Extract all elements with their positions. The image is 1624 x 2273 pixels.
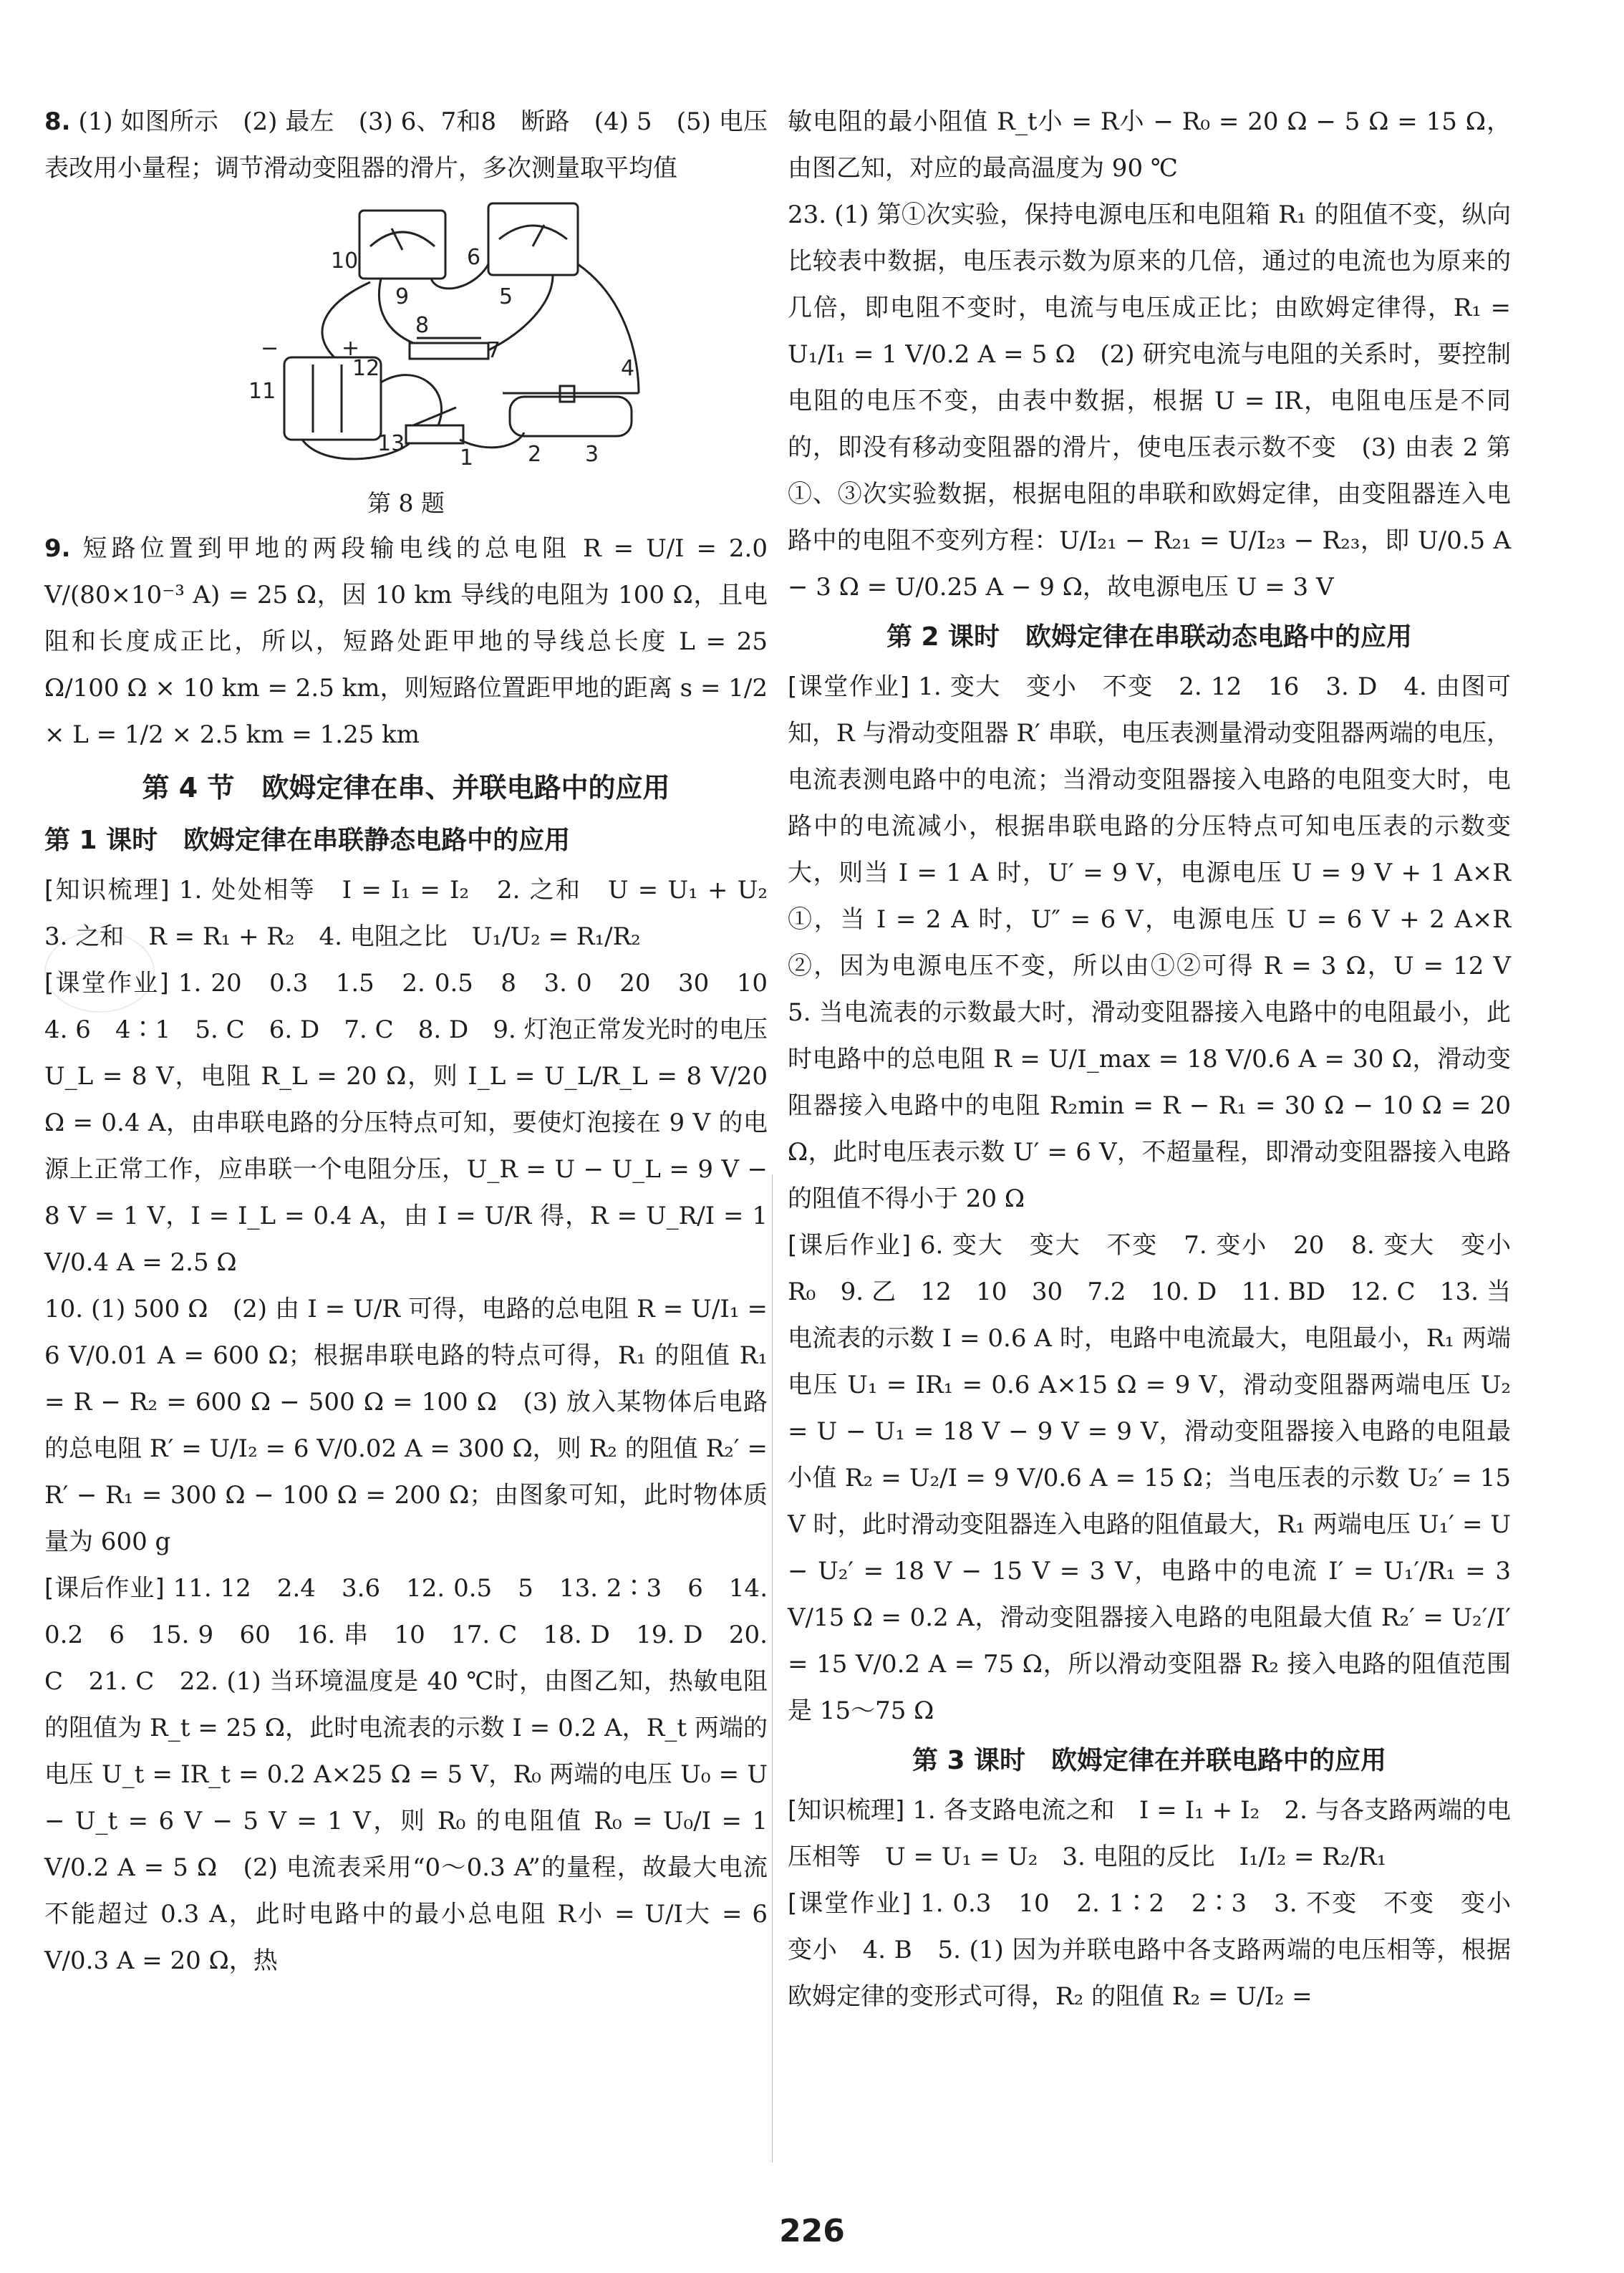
lesson-2-classwork: [788, 664, 1535, 1222]
answer-9: [44, 526, 768, 758]
label-6: 6: [467, 245, 481, 270]
lesson-3-knowledge: [788, 1787, 1511, 1881]
page-number: 226: [779, 2213, 845, 2249]
knowledge-text: 1. 处处相等 I = I₁ = I₂ 2. 之和 U = U₁ + U₂ 3. 之和 R = R₁ + R₂ 4. 电阻之比 U₁/U₂ = R₁/R₂: [44, 876, 792, 951]
answer-9-text: 短路位置到甲地的两段输电线的总电阻 R = U/I = 2.0 V/(80×10⁻³ A) = 25 Ω，因 10 km 导线的电阻为 100 Ω，且电阻和长度成正比，所以，短路处距甲地的导线总长度 L = 25 Ω/100 Ω × 10 km = 2.5 km，则短路位置距甲地的距离 s = 1/2 × L = 1/2 × 2.5 km = 1.25 km: [44, 534, 768, 749]
answer-8-number: 8.: [44, 107, 71, 136]
answer-22-continued: 敏电阻的最小阻值 R_t小 = R小 − R₀ = 20 Ω − 5 Ω = 15 Ω，由图乙知，对应的最高温度为 90 ℃: [788, 107, 1511, 183]
tag-homework: [课后作业]: [44, 1574, 165, 1603]
column-divider: [772, 1174, 773, 2163]
tag-classwork-2: [课堂作业]: [788, 672, 909, 701]
lesson-2-title: 第 2 课时 欧姆定律在串联动态电路中的应用: [886, 622, 1413, 652]
tag-knowledge-3: [知识梳理]: [788, 1796, 905, 1825]
lesson-1-classwork: [44, 960, 793, 1286]
homework-text: 11. 12 2.4 3.6 12. 0.5 5 13. 2∶3 6 14. 0.2 6 15. 9 60 16. 串 10 17. C 18. D 19. D 20. C 21. C 22. (1) 当环境温度是 40 ℃时，由图乙知，热敏电阻的阻值为 R_t = 25 Ω，此时电流表的示数 I = 0.2 A，R_t 两端的电压 U_t = IR_t = 0.2 A×25 Ω = 5 V，R₀ 两端的电压 U₀ = U − U_t = 6 V − 5 V = 1 V，则 R₀ 的电阻值 R₀ = U₀/I = 1 V/0.2 A = 5 Ω (2) 电流表采用“0～0.3 A”的量程，故最大电流不能超过 0.3 A，此时电路中的最小总电阻 R小 = U/I大 = 6 V/0.3 A = 20 Ω，热: [44, 1574, 768, 1975]
answer-23: 23. (1) 第①次实验，保持电源电压和电阻箱 R₁ 的阻值不变，纵向比较表中数据，电压表示数为原来的几倍，通过的电流也为原来的几倍，即电阻不变时，电流与电压成正比；由欧姆定律得，R₁ = U₁/I₁ = 1 V/0.2 A = 5 Ω (2) 研究电流与电阻的关系时，要控制电阻的电压不变，由表中数据，根据 U = IR，电阻电压是不同的，即没有移动变阻器的滑片，使电压表示数不变 (3) 由表 2 第①、③次实验数据，根据电阻的串联和欧姆定律，由变阻器连入电路中的电阻不变列方程：U/I₂₁ − R₂₁ = U/I₂₃ − R₂₃，即 U/0.5 A − 3 Ω = U/0.25 A − 9 Ω，故电源电压 U = 3 V: [788, 201, 1511, 602]
label-3: 3: [585, 442, 599, 467]
label-5: 5: [499, 284, 513, 309]
lesson-1-homework: [44, 1565, 768, 1984]
classwork-2-text: 1. 变大 变小 不变 2. 12 16 3. D 4. 由图可知，R 与滑动变阻器 R′ 串联，电压表测量滑动变阻器两端的电压，电流表测电路中的电流；当滑动变阻器接入电路的电阻变大时，电路中的电流减小，根据串联电路的分压特点可知电压表的示数变大，则当 I = 1 A 时，U′ = 9 V，电源电压 U = 9 V + 1 A×R ①，当 I = 2 A 时，U″ = 6 V，电源电压 U = 6 V + 2 A×R ②，因为电源电压不变，所以由①②可得 R = 3 Ω，U = 12 V 5. 当电流表的示数最大时，滑动变阻器接入电路中的电阻最小，此时电路中的总电阻 R = U/I_max = 18 V/0.6 A = 30 Ω，滑动变阻器接入电路中的电阻 R₂min = R − R₁ = 30 Ω − 10 Ω = 20 Ω，此时电压表示数 U′ = 6 V，不超量程，即滑动变阻器接入电路的阻值不得小于 20 Ω: [788, 672, 1535, 1213]
label-12: 12: [352, 356, 380, 381]
label-4: 4: [621, 356, 635, 381]
lesson-1-knowledge: [44, 867, 792, 960]
tag-classwork-3: [课堂作业]: [788, 1889, 912, 1918]
answer-8-text: (1) 如图所示 (2) 最左 (3) 6、7和8 断路 (4) 5 (5) 电压表改用小量程；调节滑动变阻器的滑片，多次测量取平均值: [44, 107, 768, 183]
label-2: 2: [528, 442, 542, 467]
lesson-1-title: 第 1 课时 欧姆定律在串联静态电路中的应用: [44, 826, 571, 855]
label-minus: −: [261, 336, 279, 361]
switch-icon: [406, 425, 463, 443]
resistor-icon: [410, 343, 488, 359]
left-column: [44, 99, 793, 1984]
answer-10: 10. (1) 500 Ω (2) 由 I = U/R 可得，电路的总电阻 R = U/I₁ = 6 V/0.01 A = 600 Ω；根据串联电路的特点可得，R₁ 的阻值 R₁ = R − R₂ = 600 Ω − 500 Ω = 100 Ω (3) 放入某物体后电路的总电阻 R′ = U/I₂ = 6 V/0.02 A = 300 Ω，则 R₂ 的阻值 R₂′ = R′ − R₁ = 300 Ω − 100 Ω = 200 Ω；由图象可知，此时物体质量为 600 g: [44, 1295, 768, 1556]
lesson-3-title: 第 3 课时 欧姆定律在并联电路中的应用: [912, 1746, 1387, 1775]
lesson-2-homework: [788, 1222, 1535, 1734]
answer-8: [44, 99, 768, 192]
homework-2-text: 6. 变大 变大 不变 7. 变小 20 8. 变大 变小 R₀ 9. 乙 12 10 30 7.2 10. D 11. BD 12. C 13. 当电流表的示数 I = 0.6 A 时，电路中电流最大，电阻最小，R₁ 两端电压 U₁ = IR₁ = 0.6 A×15 Ω = 9 V，滑动变阻器两端电压 U₂ = U − U₁ = 18 V − 9 V = 9 V，滑动变阻器接入电路的电阻最小值 R₂ = U₂/I = 9 V/0.6 A = 15 Ω；当电压表的示数 U₂′ = 15 V 时，此时滑动变阻器连入电路的阻值最大，R₁ 两端电压 U₁′ = U − U₂′ = 18 V − 15 V = 3 V，电路中的电流 I′ = U₁′/R₁ = 3 V/15 Ω = 0.2 A，滑动变阻器接入电路的电阻最大值 R₂′ = U₂′/I′ = 15 V/0.2 A = 75 Ω，所以滑动变阻器 R₂ 接入电路的阻值范围是 15～75 Ω: [788, 1231, 1535, 1725]
answer-9-number: 9.: [44, 534, 71, 563]
tag-classwork: [课堂作业]: [44, 969, 169, 998]
lesson-3-classwork: [788, 1881, 1536, 2020]
figure-caption: 第 8 题: [367, 489, 445, 517]
label-1: 1: [460, 445, 474, 470]
label-13: 13: [377, 431, 405, 456]
label-11: 11: [248, 379, 276, 404]
voltmeter-icon: [488, 203, 578, 275]
label-plus: +: [342, 336, 360, 361]
knowledge-3-text: 1. 各支路电流之和 I = I₁ + I₂ 2. 与各支路两端的电压相等 U = U₁ = U₂ 3. 电阻的反比 I₁/I₂ = R₂/R₁: [788, 1796, 1511, 1871]
classwork-text: 1. 20 0.3 1.5 2. 0.5 8 3. 0 20 30 10 4. 6 4∶1 5. C 6. D 7. C 8. D 9. 灯泡正常发光时的电压 U_L = 8 V，电阻 R_L = 20 Ω，则 I_L = U_L/R_L = 8 V/20 Ω = 0.4 A，由串联电路的分压特点可知，要使灯泡接在 9 V 的电源上正常工作，应串联一个电阻分压，U_R = U − U_L = 9 V − 8 V = 1 V，I = I_L = 0.4 A，由 I = U/R 得，R = U_R/I = 1 V/0.4 A = 2.5 Ω: [44, 969, 793, 1277]
tag-homework-2: [课后作业]: [788, 1231, 912, 1260]
circuit-figure: [44, 196, 768, 526]
tag-knowledge: [知识梳理]: [44, 876, 170, 904]
label-7: 7: [487, 338, 501, 363]
circuit-diagram: [216, 196, 660, 476]
classwork-3-text: 1. 0.3 10 2. 1∶2 2∶3 3. 不变 不变 变小 变小 4. B 5. (1) 因为并联电路中各支路两端的电压相等，根据欧姆定律的变形式可得，R₂ 的阻值 R₂ = U/I₂ =: [788, 1889, 1536, 2011]
right-column: [788, 99, 1536, 2020]
section-title: 第 4 节 欧姆定律在串、并联电路中的应用: [142, 772, 670, 803]
label-8: 8: [415, 313, 430, 338]
label-10: 10: [331, 248, 359, 274]
label-9: 9: [395, 284, 410, 309]
